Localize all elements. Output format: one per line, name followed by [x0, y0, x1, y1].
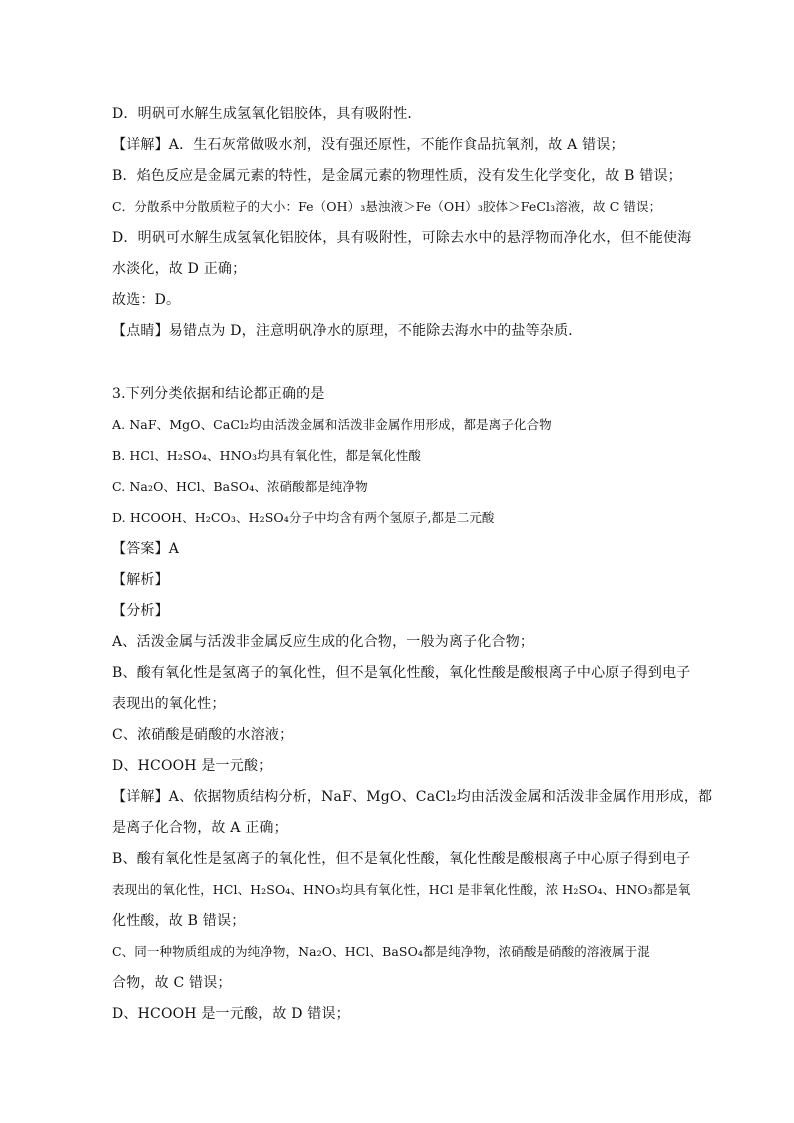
option-d: D. HCOOH、H₂CO₃、H₂SO₄分子中均含有两个氢原子,都是二元酸: [112, 510, 495, 525]
text-line: 【详解】A、依据物质结构分析，NaF、MgO、CaCl₂均由活泼金属和活泼非金属作用形成，都: [112, 789, 713, 805]
text-line: D、HCOOH 是一元酸；: [112, 758, 273, 774]
text-line: D、HCOOH 是一元酸，故 D 错误；: [112, 1006, 350, 1022]
text-line: B、酸有氧化性是氢离子的氧化性，但不是氧化性酸，氧化性酸是酸根离子中心原子得到电子: [112, 665, 691, 681]
analysis-sub-label: 【分析】: [112, 603, 169, 619]
option-b: B. HCl、H₂SO₄、HNO₃均具有氧化性，都是氧化性酸: [112, 448, 421, 463]
text-line: C、浓硝酸是硝酸的水溶液；: [112, 727, 294, 743]
text-line: D．明矾可水解生成氢氧化铝胶体，具有吸附性，可除去水中的悬浮物而净化水，但不能使海: [112, 230, 692, 246]
text-line: 化性酸，故 B 错误；: [112, 913, 246, 929]
text-line: 是离子化合物，故 A 正确；: [112, 820, 288, 836]
option-a: A. NaF、MgO、CaCl₂均由活泼金属和活泼非金属作用形成，都是离子化合物: [112, 417, 552, 432]
answer-label: 【答案】A: [112, 541, 180, 557]
text-line: B、酸有氧化性是氢离子的氧化性，但不是氧化性酸，氧化性酸是酸根离子中心原子得到电子: [112, 851, 691, 867]
text-line: 表现出的氧化性，HCl、H₂SO₄、HNO₃均具有氧化性，HCl 是非氧化性酸，浓 H₂SO₄、HNO₃都是氧: [112, 882, 691, 897]
text-line: 合物，故 C 错误；: [112, 975, 232, 991]
text-line: A、活泼金属与活泼非金属反应生成的化合物，一般为离子化合物；: [112, 634, 535, 650]
question-title: 3.下列分类依据和结论都正确的是: [112, 386, 325, 402]
text-line: 表现出的氧化性；: [112, 696, 226, 712]
option-c: C. Na₂O、HCl、BaSO₄、浓硝酸都是纯净物: [112, 479, 368, 494]
text-line: 水淡化，故 D 正确；: [112, 261, 247, 277]
analysis-label: 【解析】: [112, 572, 169, 588]
text-line: 【点睛】易错点为 D，注意明矾净水的原理，不能除去海水中的盐等杂质．: [112, 323, 583, 339]
text-line: B．焰色反应是金属元素的特性，是金属元素的物理性质，没有发生化学变化，故 B 错误；: [112, 168, 682, 184]
text-line: C．分散系中分散质粒子的大小：Fe（OH）₃悬浊液＞Fe（OH）₃胶体＞FeCl₃溶液，故 C 错误；: [112, 199, 662, 214]
text-line: D．明矾可水解生成氢氧化铝胶体，具有吸附性．: [112, 106, 422, 122]
text-line: C、同一种物质组成的为纯净物，Na₂O、HCl、BaSO₄都是纯净物，浓硝酸是硝酸的溶液属于混: [112, 944, 650, 959]
text-line: 【详解】A．生石灰常做吸水剂，没有强还原性，不能作食品抗氧剂，故 A 错误；: [112, 137, 625, 153]
text-line: 故选：D。: [112, 292, 181, 308]
